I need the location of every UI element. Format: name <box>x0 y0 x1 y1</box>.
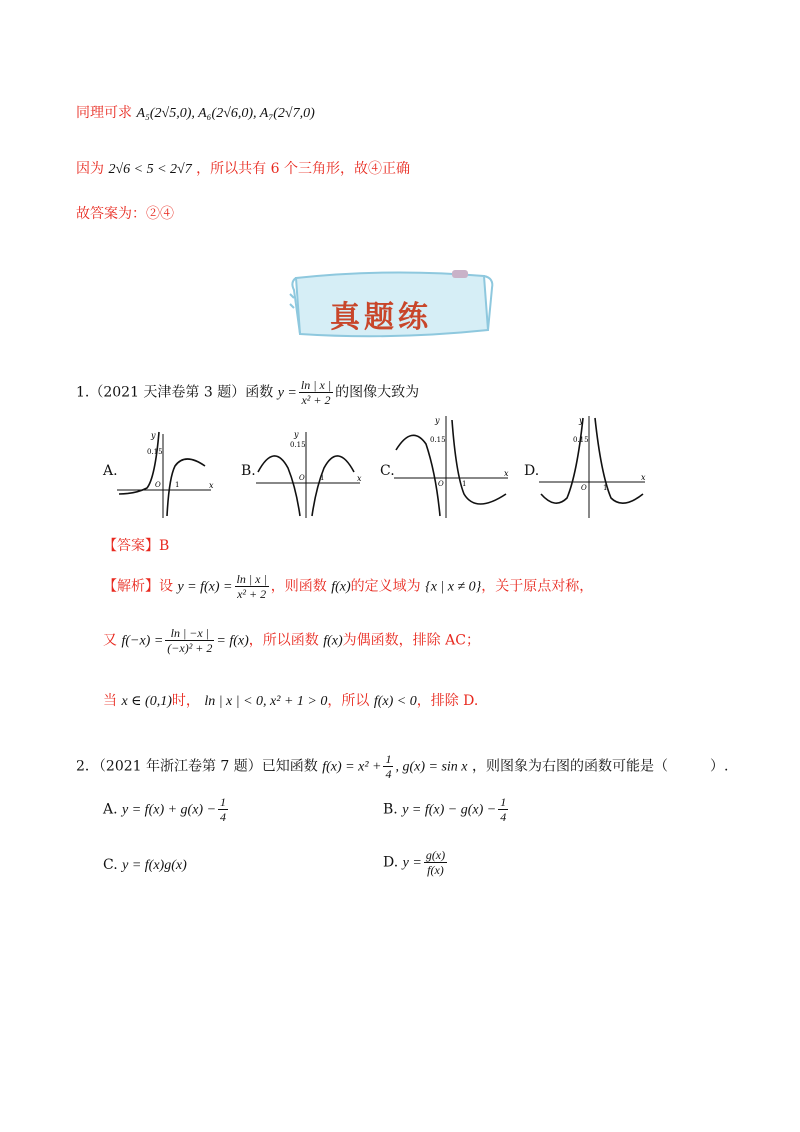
y-tick-label: 0.15 <box>573 436 589 444</box>
numerator: 1 <box>385 752 392 766</box>
analysis-text: 为偶函数，排除 AC； <box>342 632 480 649</box>
x-tick-label: 1 <box>603 484 608 492</box>
q1-math: y = <box>277 385 297 401</box>
curve-right <box>312 456 354 516</box>
analysis-text: 设 <box>159 578 173 595</box>
analysis-text: 又 <box>103 632 117 649</box>
q2-option-a[interactable] <box>103 795 230 824</box>
analysis-text: ，排除 D. <box>416 693 479 709</box>
q2-math: , g(x) = sin x <box>395 759 468 775</box>
curve-left <box>541 418 583 503</box>
option-fraction <box>218 795 228 824</box>
solution-text: 因为 <box>76 161 104 177</box>
curve-left <box>396 435 440 516</box>
q1-fraction <box>299 378 333 407</box>
denominator: 4 <box>385 767 392 781</box>
q1-analysis-2 <box>103 626 480 655</box>
analysis-math: y = f(x) = <box>177 579 233 595</box>
q1-graph-a[interactable] <box>115 428 215 520</box>
solution-math: A₅(2√5,0), A₆(2√6,0), A₇(2√7,0) <box>136 106 315 121</box>
analysis-text: ，则函数 <box>270 578 327 595</box>
analysis-math: f(x) < 0 <box>373 694 417 709</box>
origin-label: O <box>155 481 161 489</box>
analysis-text: 当 <box>103 693 117 709</box>
numerator: ln | −x | <box>165 626 214 641</box>
denominator: f(x) <box>427 863 444 877</box>
q2-stem <box>76 752 728 781</box>
curve-left <box>258 456 300 516</box>
denominator: x² + 2 <box>301 393 331 407</box>
x-axis-label: x <box>641 473 646 482</box>
q2-option-d[interactable] <box>383 848 449 877</box>
q2-fraction <box>383 752 393 781</box>
q1-option-d-label[interactable]: D. <box>524 463 540 479</box>
analysis-fraction <box>235 572 269 601</box>
analysis-text: 时， <box>171 693 200 709</box>
option-label: D. <box>383 854 399 871</box>
q1-graph-c[interactable] <box>392 414 512 520</box>
option-label: B. <box>383 801 398 818</box>
q1-text: 1.（2021 天津卷第 3 题）函数 <box>76 384 274 401</box>
analysis-math: {x | x ≠ 0} <box>425 579 482 595</box>
origin-label: O <box>581 484 587 492</box>
numerator: 1 <box>220 795 227 809</box>
analysis-math: f(x) <box>331 579 351 595</box>
q1-stem <box>76 378 419 407</box>
solution-line-2 <box>76 158 410 178</box>
option-fraction <box>498 795 508 824</box>
q1-graph-b[interactable] <box>254 428 364 520</box>
analysis-text: ，所以 <box>327 693 370 709</box>
analysis-math: f(x) <box>323 633 343 649</box>
q1-analysis-1 <box>103 572 593 601</box>
analysis-math: x ∈ (0,1) <box>121 694 172 709</box>
numerator: g(x) <box>425 848 446 862</box>
q2-text: ，则图象为右图的函数可能是（ ）. <box>471 758 729 775</box>
curve-right <box>452 420 506 504</box>
x-tick-label: 1 <box>175 481 180 489</box>
solution-text: ，所以共有 6 个三角形，故④正确 <box>196 161 410 177</box>
analysis-text: ，所以函数 <box>248 632 319 649</box>
solution-math: 2√6 < 5 < 2√7 <box>108 162 192 177</box>
option-math: y = f(x) + g(x) − <box>122 802 217 818</box>
denominator: (−x)² + 2 <box>167 641 213 655</box>
q1-text: 的图像大致为 <box>335 384 420 401</box>
x-axis-label: x <box>504 469 509 478</box>
clip-icon <box>452 270 468 278</box>
y-tick-label: 0.15 <box>147 448 163 456</box>
banner-title: 真题练 <box>330 300 432 335</box>
option-label: A. <box>103 801 118 818</box>
y-axis-label: y <box>151 431 156 440</box>
q2-option-c[interactable] <box>103 857 187 874</box>
q2-option-b[interactable] <box>383 795 510 824</box>
analysis-fraction <box>165 626 214 655</box>
x-axis-label: x <box>209 481 214 490</box>
option-math: y = <box>402 855 422 871</box>
analysis-math: ln | x | < 0, x² + 1 > 0 <box>204 694 328 709</box>
x-tick-label: 1 <box>462 480 467 488</box>
numerator: 1 <box>500 795 507 809</box>
q1-analysis-3 <box>103 690 478 710</box>
curve-right <box>167 459 205 516</box>
solution-text: 同理可求 <box>76 105 132 121</box>
y-tick-label: 0.15 <box>430 436 446 444</box>
x-axis-label: x <box>357 474 362 483</box>
denominator: x² + 2 <box>237 587 267 601</box>
analysis-math: = f(x) <box>216 633 249 649</box>
y-tick-label: 0.15 <box>290 441 306 449</box>
option-math: y = f(x) − g(x) − <box>402 802 497 818</box>
q2-text: 2．（2021 年浙江卷第 7 题）已知函数 <box>76 758 318 775</box>
analysis-math: f(−x) = <box>121 633 164 649</box>
y-axis-label: y <box>294 430 299 439</box>
origin-label: O <box>438 480 444 488</box>
y-axis-label: y <box>435 416 440 425</box>
solution-line-3: 故答案为：②④ <box>76 206 174 222</box>
analysis-text: 的定义域为 <box>350 578 421 595</box>
numerator: ln | x | <box>300 378 332 392</box>
denominator: 4 <box>500 810 507 824</box>
option-label: C. <box>103 857 118 873</box>
q2-math: f(x) = x² + <box>322 759 382 775</box>
curve-left <box>119 432 159 494</box>
numerator: ln | x | <box>236 572 267 586</box>
option-fraction <box>424 848 447 877</box>
analysis-text: ，关于原点对称， <box>481 578 594 595</box>
option-math: y = f(x)g(x) <box>122 858 187 873</box>
solution-line-1 <box>76 102 315 122</box>
x-tick-label: 1 <box>320 474 325 482</box>
analysis-tag: 【解析】 <box>103 578 159 595</box>
q1-answer: 【答案】B <box>103 538 170 554</box>
y-axis-label: y <box>579 416 584 425</box>
q1-option-b-label[interactable]: B. <box>241 463 256 479</box>
q1-option-c-label[interactable]: C. <box>380 463 395 479</box>
q1-graph-d[interactable] <box>537 414 649 520</box>
denominator: 4 <box>220 810 227 824</box>
origin-label: O <box>299 474 305 482</box>
q1-option-a-label[interactable]: A. <box>103 463 118 479</box>
